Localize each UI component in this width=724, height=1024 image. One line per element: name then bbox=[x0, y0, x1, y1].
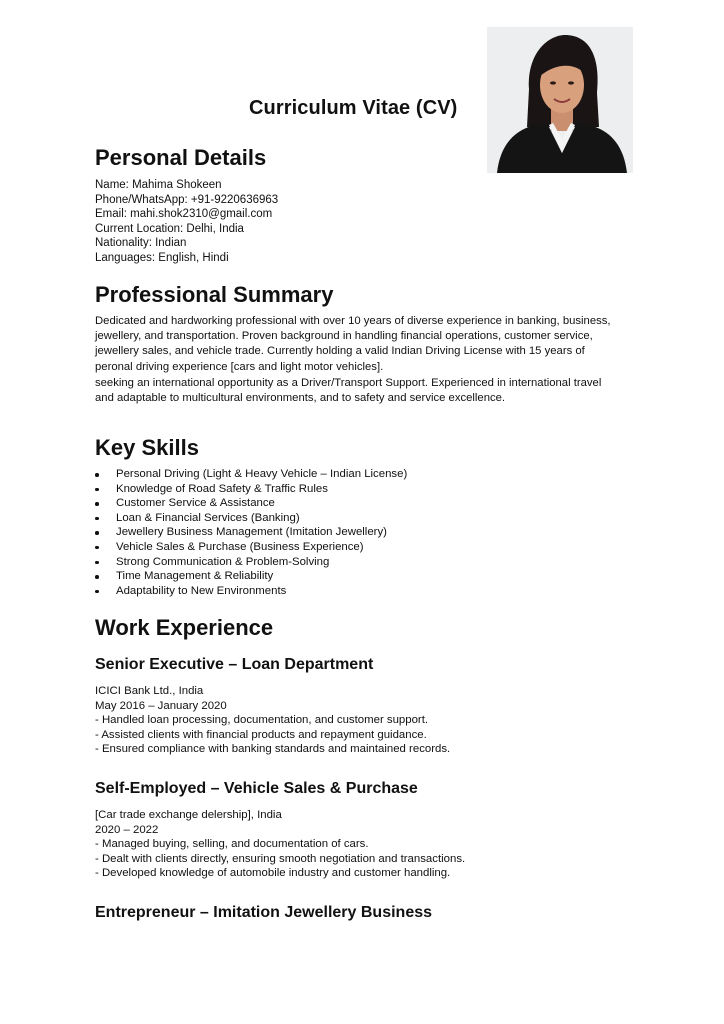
job-duty: - Assisted clients with financial products and repayment guidance. bbox=[95, 728, 427, 741]
job-employer: [Car trade exchange delership], India bbox=[95, 809, 282, 821]
personal-details-heading: Personal Details bbox=[95, 145, 267, 170]
skill-item bbox=[95, 555, 407, 570]
skill-label: Adaptability to New Environments bbox=[116, 584, 287, 597]
job-details bbox=[95, 684, 450, 757]
job-title: Self-Employed – Vehicle Sales & Purchase bbox=[95, 780, 418, 797]
skill-label: Strong Communication & Problem-Solving bbox=[116, 555, 330, 568]
job-title: Senior Executive – Loan Department bbox=[95, 656, 374, 673]
bullet-icon bbox=[95, 517, 99, 521]
skill-item bbox=[95, 569, 407, 584]
personal-details-list bbox=[95, 178, 278, 266]
bullet-icon bbox=[95, 531, 99, 535]
key-skills-list bbox=[95, 467, 407, 598]
skill-label: Knowledge of Road Safety & Traffic Rules bbox=[116, 482, 328, 495]
job-dates: May 2016 – January 2020 bbox=[95, 699, 227, 712]
professional-summary-heading: Professional Summary bbox=[95, 282, 334, 307]
bullet-icon bbox=[95, 502, 99, 506]
skill-label: Loan & Financial Services (Banking) bbox=[116, 511, 300, 524]
bullet-icon bbox=[95, 575, 99, 579]
professional-summary bbox=[95, 314, 615, 406]
summary-paragraph: Dedicated and hardworking professional with over 10 years of diverse experience in banking, business, jewellery, and transportation. Proven background in handling financial operations, customer service, jewellery sales, and vehicle trade. Currently holding a valid Indian Driving License with 15 years of peronal driving experience [cars and light motor vehicles]. bbox=[95, 315, 611, 373]
job-duty: - Developed knowledge of automobile industry and customer handling. bbox=[95, 867, 451, 880]
skill-item bbox=[95, 467, 407, 482]
skill-label: Time Management & Reliability bbox=[116, 570, 274, 583]
summary-paragraph: seeking an international opportunity as a Driver/Transport Support. Experienced in international travel and adaptable to multicultural environments, and to safety and service excellence. bbox=[95, 376, 602, 405]
bullet-icon bbox=[95, 473, 99, 477]
skill-label: Vehicle Sales & Purchase (Business Experience) bbox=[116, 540, 364, 553]
job-employer: ICICI Bank Ltd., India bbox=[95, 685, 204, 697]
bullet-icon bbox=[95, 561, 99, 565]
skill-item bbox=[95, 482, 407, 497]
job-duty: - Handled loan processing, documentation, and customer support. bbox=[95, 714, 429, 727]
skill-item bbox=[95, 496, 407, 511]
skill-item bbox=[95, 511, 407, 526]
work-experience-heading: Work Experience bbox=[95, 615, 274, 640]
detail-nationality: Nationality: Indian bbox=[95, 237, 187, 250]
detail-languages: Languages: English, Hindi bbox=[95, 251, 229, 264]
skill-item bbox=[95, 584, 407, 599]
bullet-icon bbox=[95, 590, 99, 594]
skill-label: Customer Service & Assistance bbox=[116, 497, 275, 510]
detail-location: Current Location: Delhi, India bbox=[95, 222, 244, 235]
skill-label: Personal Driving (Light & Heavy Vehicle – Indian License) bbox=[116, 468, 408, 480]
job-duty: - Ensured compliance with banking standards and maintained records. bbox=[95, 743, 451, 756]
person-portrait-icon bbox=[487, 27, 633, 173]
job-title: Entrepreneur – Imitation Jewellery Business bbox=[95, 904, 433, 921]
bullet-icon bbox=[95, 488, 99, 492]
bullet-icon bbox=[95, 546, 99, 550]
skill-label: Jewellery Business Management (Imitation Jewellery) bbox=[116, 526, 387, 539]
detail-email: Email: mahi.shok2310@gmail.com bbox=[95, 208, 273, 221]
profile-photo bbox=[487, 27, 633, 173]
job-duty: - Managed buying, selling, and documentation of cars. bbox=[95, 838, 369, 851]
skill-item bbox=[95, 540, 407, 555]
key-skills-heading: Key Skills bbox=[95, 435, 199, 460]
job-dates: 2020 – 2022 bbox=[95, 823, 159, 836]
cv-title: Curriculum Vitae (CV) bbox=[249, 97, 458, 119]
job-details bbox=[95, 808, 465, 881]
job-duty: - Dealt with clients directly, ensuring smooth negotiation and transactions. bbox=[95, 852, 466, 865]
skill-item bbox=[95, 525, 407, 540]
detail-name: Name: Mahima Shokeen bbox=[95, 179, 222, 191]
detail-phone: Phone/WhatsApp: +91-9220636963 bbox=[95, 193, 279, 206]
